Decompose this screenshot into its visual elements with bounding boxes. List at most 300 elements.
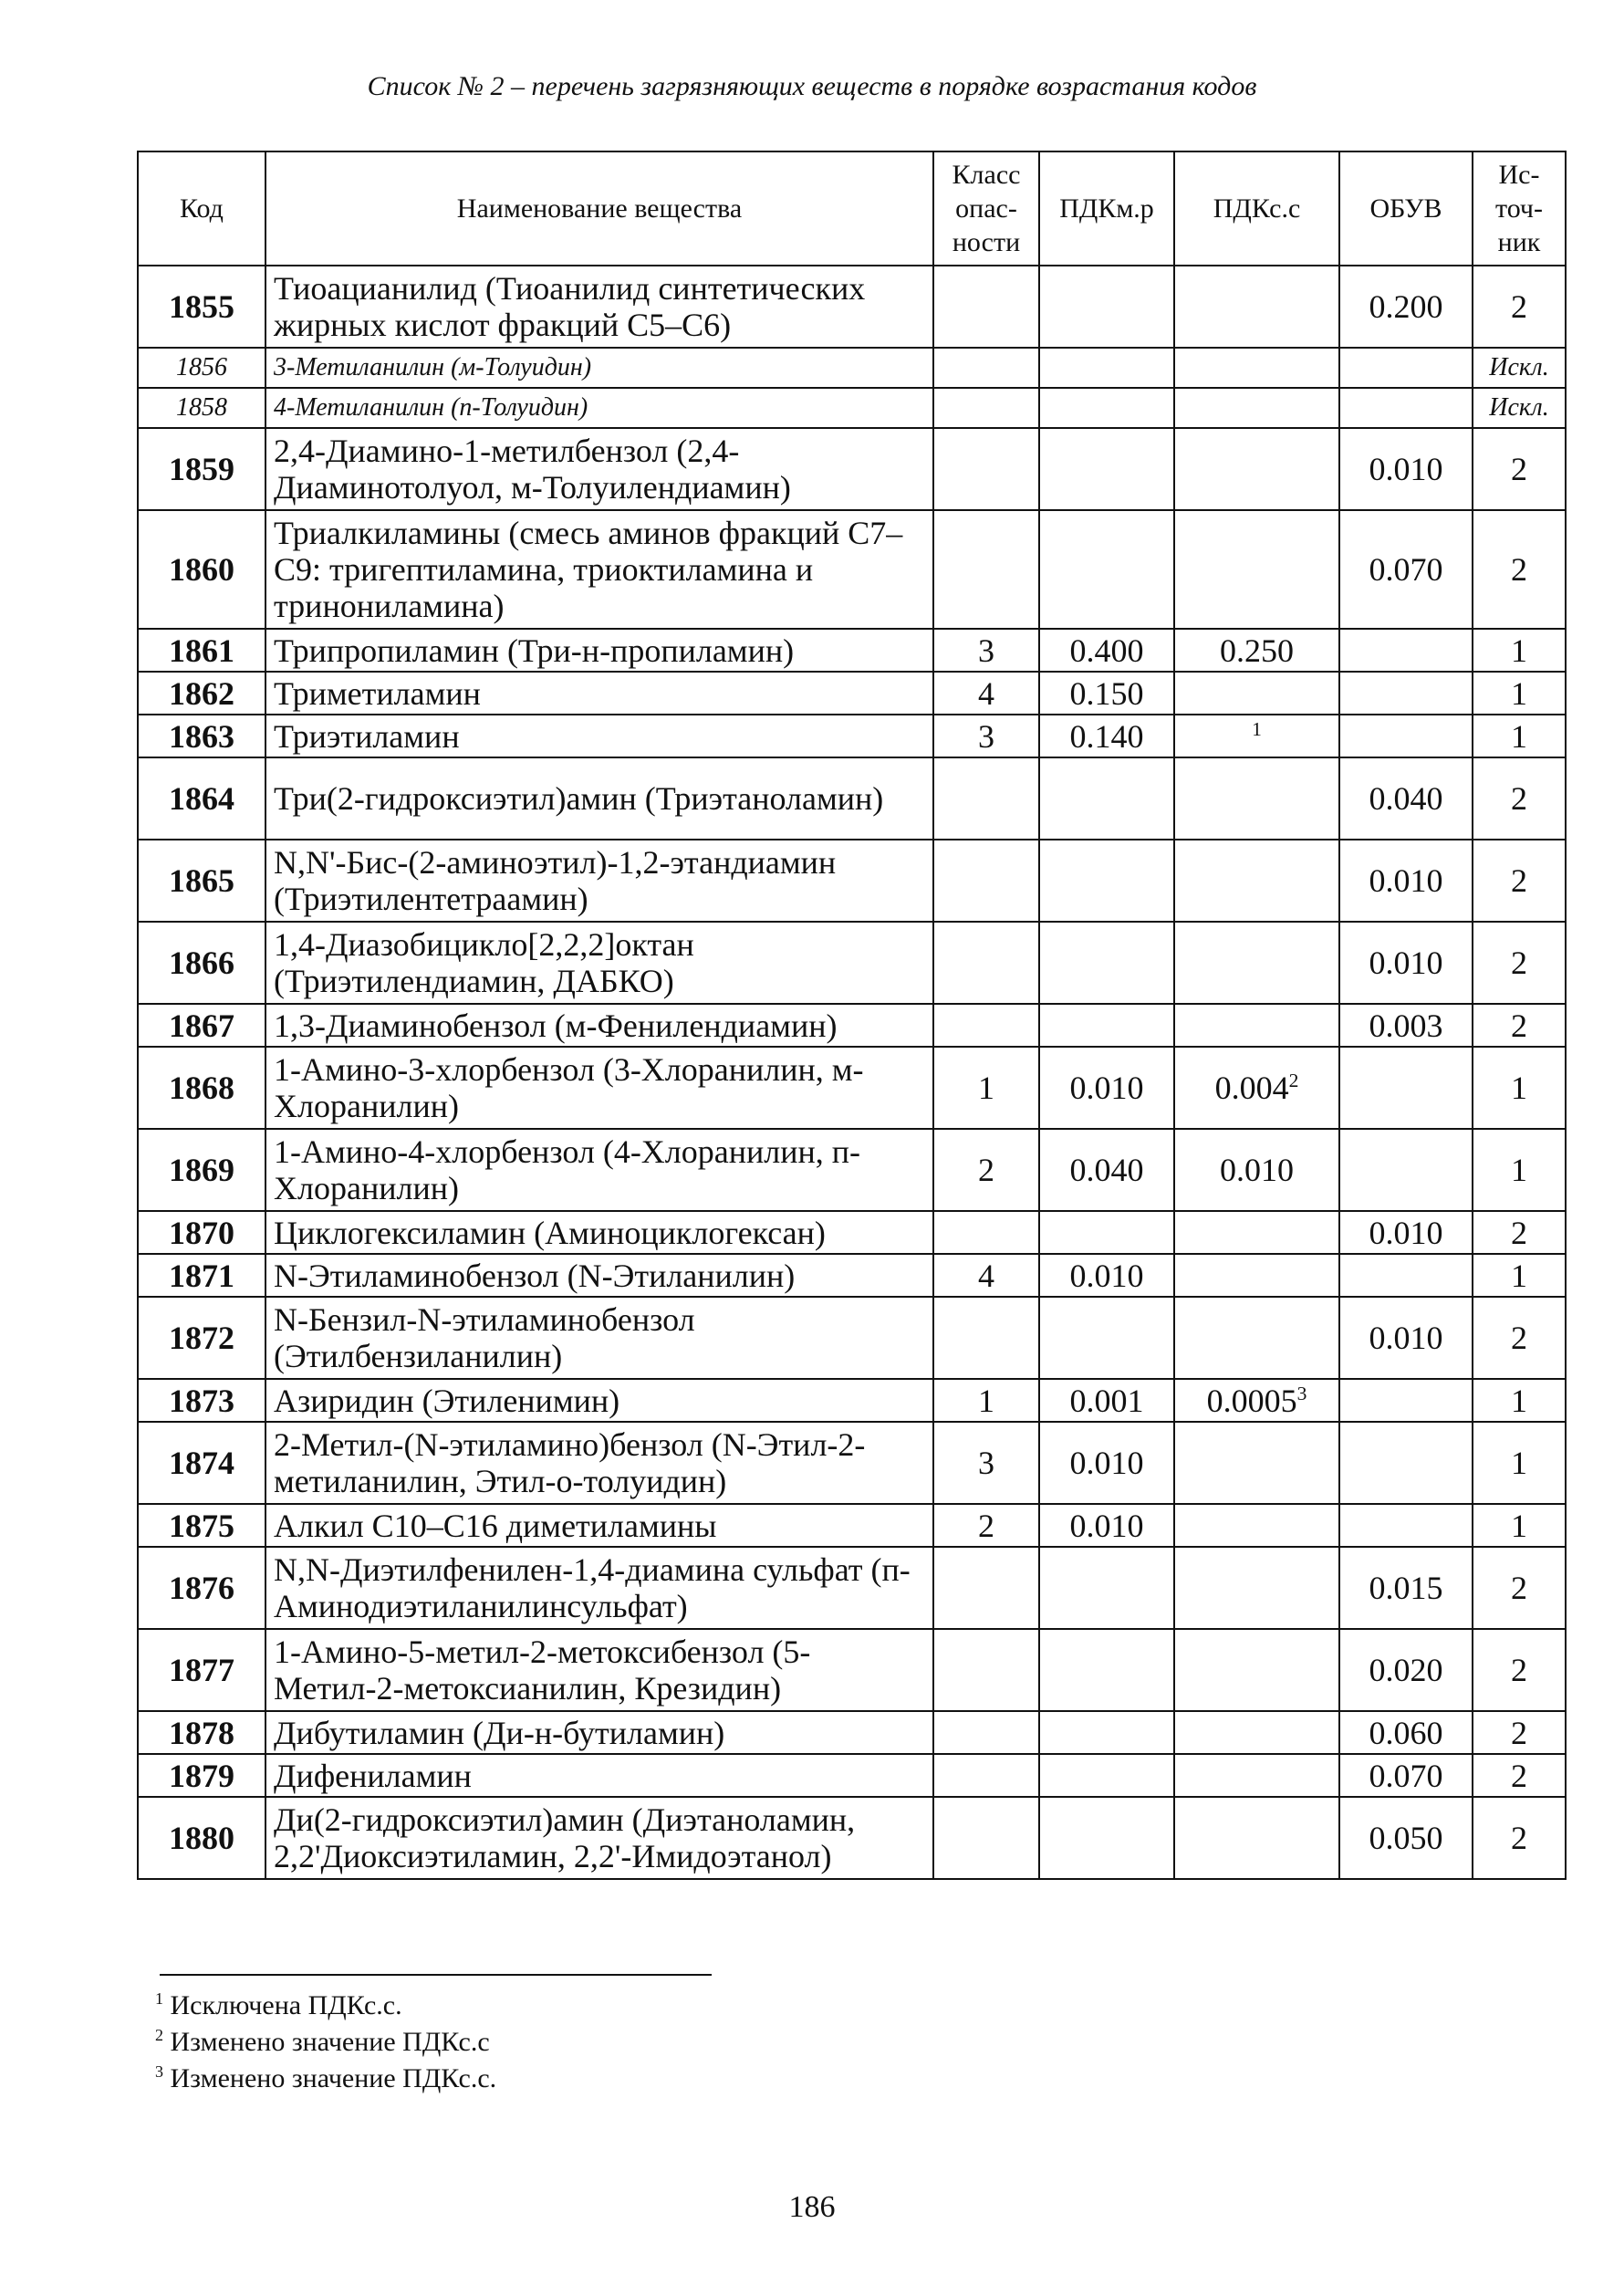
cell-obuv [1339,1629,1473,1711]
cell-pdk-mr [1039,840,1174,922]
cell-obuv [1339,1047,1473,1129]
cell-hazard-class-text: 1 [978,1070,994,1106]
cell-hazard-class-text: 3 [978,1445,994,1481]
cell-name-text: Дифениламин [274,1757,472,1794]
cell-obuv [1339,1254,1473,1297]
cell-name-text: 1,4-Диазобицикло[2,2,2]октан (Триэтилендиамин, ДАБКО) [274,926,694,999]
cell-code [138,757,265,840]
cell-source [1473,388,1566,428]
cell-pdk-ss [1174,510,1339,629]
cell-pdk-mr [1039,629,1174,672]
cell-pdk-mr [1039,348,1174,388]
cell-obuv [1339,715,1473,757]
cell-pdk-mr [1039,672,1174,715]
cell-pdk-mr [1039,1211,1174,1254]
footnote-text: Изменено значение ПДКс.с [170,2027,490,2057]
cell-pdk-ss [1174,840,1339,922]
cell-obuv-text: 0.040 [1369,780,1443,817]
cell-source [1473,672,1566,715]
cell-hazard-class [933,388,1039,428]
table-row [138,1754,1566,1797]
cell-source-text: 2 [1511,551,1527,588]
cell-name-text: 1-Амино-3-хлорбензол (3-Хлоранилин, м-Хлоранилин) [274,1051,864,1124]
cell-hazard-class [933,428,1039,510]
cell-pdk-ss [1174,428,1339,510]
header-obuv: ОБУВ [1339,151,1473,266]
cell-hazard-class [933,922,1039,1004]
cell-pdk-ss-text: 0.250 [1220,632,1294,669]
cell-code [138,1422,265,1504]
cell-code [138,1254,265,1297]
cell-name-text: N,N-Диэтилфенилен-1,4-диамина сульфат (п-Аминодиэтиланилинсульфат) [274,1551,911,1624]
cell-code-text: 1873 [169,1382,234,1419]
cell-pdk-mr-text: 0.150 [1069,674,1144,712]
cell-obuv [1339,1754,1473,1797]
footnote-mark: 3 [155,2062,163,2081]
cell-name [265,510,933,629]
cell-source [1473,266,1566,348]
footnote-divider [160,1974,712,1976]
cell-code [138,1297,265,1379]
cell-code-text: 1874 [169,1445,234,1481]
cell-obuv [1339,348,1473,388]
table-row [138,1211,1566,1254]
cell-hazard-class-text: 2 [978,1152,994,1188]
pollutants-table [137,151,1567,1880]
cell-pdk-mr [1039,266,1174,348]
header-name: Наименование вещества [265,151,933,266]
cell-code-text: 1864 [169,780,234,817]
header-hazard-class: Класс опас-ности [933,151,1039,266]
cell-obuv [1339,428,1473,510]
cell-name [265,1504,933,1547]
cell-obuv [1339,840,1473,922]
cell-name [265,629,933,672]
cell-hazard-class [933,1754,1039,1797]
cell-obuv-text: 0.003 [1369,1007,1443,1044]
cell-source-text: 2 [1511,1757,1527,1794]
cell-code [138,1379,265,1422]
cell-hazard-class-text: 4 [978,1257,994,1294]
cell-code-text: 1862 [169,674,234,712]
table-row [138,1797,1566,1879]
cell-pdk-ss [1174,1422,1339,1504]
cell-source-text: Искл. [1489,393,1549,422]
cell-obuv-text: 0.015 [1369,1570,1443,1606]
cell-name-text: 2-Метил-(N-этиламино)бензол (N-Этил-2-метиланилин, Этил-о-толуидин) [274,1426,866,1499]
cell-source-text: 2 [1511,945,1527,981]
cell-obuv [1339,1504,1473,1547]
cell-source [1473,840,1566,922]
cell-pdk-mr [1039,1754,1174,1797]
cell-name [265,1047,933,1129]
cell-obuv [1339,1797,1473,1879]
footnote-marker: 1 [1252,717,1262,740]
cell-source-text: 2 [1511,1320,1527,1356]
cell-hazard-class [933,348,1039,388]
cell-pdk-mr [1039,1254,1174,1297]
cell-code [138,388,265,428]
cell-hazard-class [933,1129,1039,1211]
cell-pdk-mr [1039,1297,1174,1379]
cell-name-text: 1-Амино-5-метил-2-метоксибензол (5-Метил-2-метоксианилин, Крезидин) [274,1634,811,1707]
cell-obuv [1339,1211,1473,1254]
cell-code-text: 1880 [169,1820,234,1856]
cell-pdk-mr [1039,715,1174,757]
cell-hazard-class-text: 4 [978,674,994,712]
cell-name-text: 1,3-Диаминобензол (м-Фенилендиамин) [274,1007,838,1044]
cell-name [265,922,933,1004]
cell-source [1473,922,1566,1004]
cell-source [1473,1422,1566,1504]
cell-hazard-class [933,1422,1039,1504]
cell-pdk-ss [1174,629,1339,672]
cell-obuv-text: 0.010 [1369,945,1443,981]
header-code: Код [138,151,265,266]
cell-name [265,1297,933,1379]
cell-source-text: 2 [1511,1714,1527,1751]
cell-pdk-mr [1039,1629,1174,1711]
cell-name-text: Ди(2-гидроксиэтил)амин (Диэтаноламин, 2,2'Диоксиэтиламин, 2,2'-Имидоэтанол) [274,1801,856,1874]
cell-pdk-mr-text: 0.010 [1069,1507,1144,1544]
cell-pdk-ss [1174,1129,1339,1211]
cell-pdk-ss [1174,672,1339,715]
cell-obuv [1339,672,1473,715]
cell-code [138,1547,265,1629]
cell-source [1473,757,1566,840]
cell-pdk-mr [1039,1379,1174,1422]
cell-code-text: 1867 [169,1007,234,1044]
cell-hazard-class [933,757,1039,840]
cell-name [265,388,933,428]
cell-pdk-ss [1174,1004,1339,1047]
cell-pdk-mr-text: 0.010 [1069,1257,1144,1294]
cell-code-text: 1876 [169,1570,234,1606]
cell-source [1473,715,1566,757]
cell-code [138,840,265,922]
cell-pdk-mr [1039,1547,1174,1629]
cell-hazard-class [933,510,1039,629]
table-row [138,1047,1566,1129]
cell-obuv [1339,1004,1473,1047]
page-number: 186 [788,2190,836,2224]
cell-code [138,1629,265,1711]
cell-name [265,840,933,922]
cell-pdk-mr [1039,1004,1174,1047]
cell-obuv [1339,510,1473,629]
footnote-item [155,1988,496,2024]
cell-source [1473,1629,1566,1711]
table-row [138,1004,1566,1047]
cell-pdk-mr-text: 0.040 [1069,1152,1144,1188]
cell-name-text: Тиоацианилид (Тиоанилид синтетических жирных кислот фракций C5–C6) [274,270,866,343]
cell-name-text: 4-Метиланилин (п-Толуидин) [274,393,588,422]
cell-code-text: 1866 [169,945,234,981]
table-body [138,266,1566,1879]
cell-source-text: 2 [1511,780,1527,817]
cell-name [265,1422,933,1504]
cell-code [138,1211,265,1254]
cell-name [265,1629,933,1711]
cell-source [1473,428,1566,510]
cell-code-text: 1860 [169,551,234,588]
cell-code-text: 1875 [169,1507,234,1544]
cell-source [1473,1547,1566,1629]
cell-code-text: 1871 [169,1257,234,1294]
cell-name [265,1254,933,1297]
cell-obuv [1339,1711,1473,1754]
cell-source [1473,1004,1566,1047]
cell-name [265,1711,933,1754]
footnote-marker: 2 [1288,1070,1299,1091]
cell-obuv [1339,1547,1473,1629]
cell-pdk-mr [1039,1797,1174,1879]
cell-obuv [1339,1129,1473,1211]
cell-obuv [1339,388,1473,428]
cell-obuv-text: 0.050 [1369,1820,1443,1856]
table-row [138,1547,1566,1629]
cell-pdk-mr-text: 0.400 [1069,632,1144,669]
cell-pdk-mr [1039,1422,1174,1504]
cell-hazard-class [933,1547,1039,1629]
cell-code-text: 1865 [169,862,234,899]
cell-name-text: 3-Метиланилин (м-Толуидин) [274,353,592,381]
table-row [138,1129,1566,1211]
cell-source-text: 2 [1511,1652,1527,1688]
cell-hazard-class [933,1711,1039,1754]
cell-source [1473,1129,1566,1211]
cell-pdk-ss [1174,388,1339,428]
cell-code-text: 1863 [169,717,234,755]
cell-code [138,1797,265,1879]
cell-hazard-class [933,266,1039,348]
cell-pdk-ss [1174,1754,1339,1797]
cell-source-text: 2 [1511,451,1527,487]
cell-pdk-ss [1174,1211,1339,1254]
cell-name-text: Азиридин (Этиленимин) [274,1382,620,1419]
cell-code-text: 1858 [176,393,227,422]
cell-code [138,629,265,672]
cell-obuv [1339,1297,1473,1379]
cell-pdk-ss [1174,1504,1339,1547]
cell-source-text: 1 [1511,674,1527,712]
header-row [138,151,1566,266]
cell-name-text: N-Бензил-N-этиламинобензол (Этилбензиланилин) [274,1301,695,1374]
header-pdk-mr: ПДКм.р [1039,151,1174,266]
cell-pdk-ss [1174,1629,1339,1711]
header-pdk-ss: ПДКс.с [1174,151,1339,266]
cell-source [1473,1047,1566,1129]
cell-name [265,672,933,715]
cell-hazard-class [933,672,1039,715]
page-title: Список № 2 – перечень загрязняющих веществ в порядке возрастания кодов [367,71,1257,101]
table-row [138,266,1566,348]
cell-source [1473,1754,1566,1797]
cell-obuv [1339,1422,1473,1504]
cell-name [265,266,933,348]
footnote-text: Изменено значение ПДКс.с. [170,2063,497,2093]
cell-pdk-mr-text: 0.010 [1069,1445,1144,1481]
footnote-mark: 1 [155,1989,163,2008]
cell-pdk-ss [1174,757,1339,840]
cell-source-text: 2 [1511,1214,1527,1251]
cell-code [138,672,265,715]
header-source: Ис-точ-ник [1473,151,1566,266]
cell-obuv-text: 0.070 [1369,1757,1443,1794]
cell-source-text: 2 [1511,862,1527,899]
footnote-item [155,2024,496,2061]
cell-code-text: 1878 [169,1714,234,1751]
cell-name [265,1797,933,1879]
cell-obuv [1339,922,1473,1004]
cell-code-text: 1870 [169,1214,234,1251]
cell-source-text: 1 [1511,632,1527,669]
cell-code [138,348,265,388]
cell-source-text: 2 [1511,288,1527,325]
cell-code [138,1047,265,1129]
cell-hazard-class [933,1379,1039,1422]
footnote-item [155,2061,496,2097]
cell-name [265,428,933,510]
cell-pdk-ss [1174,1797,1339,1879]
cell-code-text: 1877 [169,1652,234,1688]
cell-pdk-mr [1039,388,1174,428]
table-row [138,1629,1566,1711]
cell-name-text: Триалкиламины (смесь аминов фракций C7–C9: тригептиламина, триоктиламина и тринониламина) [274,515,903,624]
cell-obuv-text: 0.060 [1369,1714,1443,1751]
cell-name-text: N,N'-Бис-(2-аминоэтил)-1,2-этандиамин (Триэтилентетраамин) [274,844,837,917]
table-row [138,629,1566,672]
cell-code [138,1754,265,1797]
cell-pdk-mr [1039,1711,1174,1754]
cell-code [138,1711,265,1754]
cell-name-text: Триметиламин [274,674,481,712]
cell-hazard-class [933,629,1039,672]
cell-source [1473,1379,1566,1422]
footnote-text: Исключена ПДКс.с. [170,1990,402,2020]
cell-source [1473,510,1566,629]
cell-pdk-ss [1174,348,1339,388]
cell-hazard-class [933,840,1039,922]
cell-code-text: 1861 [169,632,234,669]
cell-code [138,922,265,1004]
cell-hazard-class [933,1629,1039,1711]
footnote-mark: 2 [155,2026,163,2044]
cell-source-text: 1 [1511,717,1527,755]
cell-source-text: 2 [1511,1820,1527,1856]
cell-pdk-ss [1174,1711,1339,1754]
table-row [138,428,1566,510]
cell-code [138,1004,265,1047]
footnotes [155,1988,496,2097]
table-row [138,715,1566,757]
cell-name-text: Трипропиламин (Три-н-пропиламин) [274,632,795,669]
cell-hazard-class-text: 3 [978,632,994,669]
cell-obuv-text: 0.010 [1369,1214,1443,1251]
cell-source-text: 2 [1511,1570,1527,1606]
cell-source [1473,1254,1566,1297]
cell-obuv-text: 0.020 [1369,1652,1443,1688]
cell-hazard-class [933,1254,1039,1297]
cell-pdk-ss [1174,922,1339,1004]
table-row [138,672,1566,715]
cell-name [265,757,933,840]
cell-source-text: 1 [1511,1257,1527,1294]
cell-pdk-ss [1174,1547,1339,1629]
table-row [138,840,1566,922]
cell-code-text: 1855 [169,288,234,325]
cell-name-text: Дибутиламин (Ди-н-бутиламин) [274,1714,725,1751]
cell-name-text: Алкил C10–C16 диметиламины [274,1507,717,1544]
cell-source-text: 1 [1511,1070,1527,1106]
cell-source [1473,1797,1566,1879]
table-row [138,757,1566,840]
table-row [138,1379,1566,1422]
cell-code-text: 1872 [169,1320,234,1356]
cell-pdk-mr-text: 0.010 [1069,1070,1144,1106]
cell-obuv [1339,629,1473,672]
cell-pdk-ss [1174,1297,1339,1379]
cell-pdk-ss [1174,1379,1339,1422]
table-row [138,1254,1566,1297]
table-row [138,1297,1566,1379]
cell-obuv-text: 0.010 [1369,1320,1443,1356]
cell-name [265,1129,933,1211]
cell-source-text: 1 [1511,1382,1527,1419]
cell-pdk-ss [1174,715,1339,757]
cell-name-text: Циклогексиламин (Аминоциклогексан) [274,1214,826,1251]
cell-source [1473,1211,1566,1254]
cell-name [265,1004,933,1047]
cell-pdk-mr-text: 0.140 [1069,717,1144,755]
cell-pdk-ss-text: 0.010 [1220,1152,1294,1188]
cell-name [265,715,933,757]
cell-pdk-mr-text: 0.001 [1069,1382,1144,1419]
cell-source-text: 1 [1511,1445,1527,1481]
cell-source [1473,1711,1566,1754]
cell-source-text: Искл. [1489,353,1549,381]
cell-code-text: 1859 [169,451,234,487]
cell-pdk-mr [1039,1504,1174,1547]
cell-code [138,428,265,510]
cell-code [138,510,265,629]
cell-obuv [1339,757,1473,840]
cell-obuv-text: 0.010 [1369,862,1443,899]
cell-pdk-ss [1174,1047,1339,1129]
cell-obuv-text: 0.010 [1369,451,1443,487]
cell-hazard-class [933,1797,1039,1879]
cell-obuv [1339,266,1473,348]
cell-pdk-mr [1039,1047,1174,1129]
cell-hazard-class-text: 2 [978,1507,994,1544]
cell-name-text: N-Этиламинобензол (N-Этиланилин) [274,1257,796,1294]
table-row [138,1504,1566,1547]
cell-code-text: 1856 [176,353,227,381]
cell-source [1473,629,1566,672]
cell-pdk-ss [1174,1254,1339,1297]
table-row [138,388,1566,428]
cell-name-text: 2,4-Диамино-1-метилбензол (2,4-Диаминотолуол, м-Толуилендиамин) [274,433,791,506]
cell-name [265,1754,933,1797]
table-row [138,510,1566,629]
cell-pdk-mr [1039,1129,1174,1211]
cell-pdk-mr [1039,922,1174,1004]
cell-obuv [1339,1379,1473,1422]
cell-pdk-ss-text: 0.0005 [1206,1382,1297,1419]
cell-name [265,1211,933,1254]
footnote-marker: 3 [1296,1382,1307,1404]
cell-pdk-ss-text: 0.004 [1214,1070,1289,1106]
